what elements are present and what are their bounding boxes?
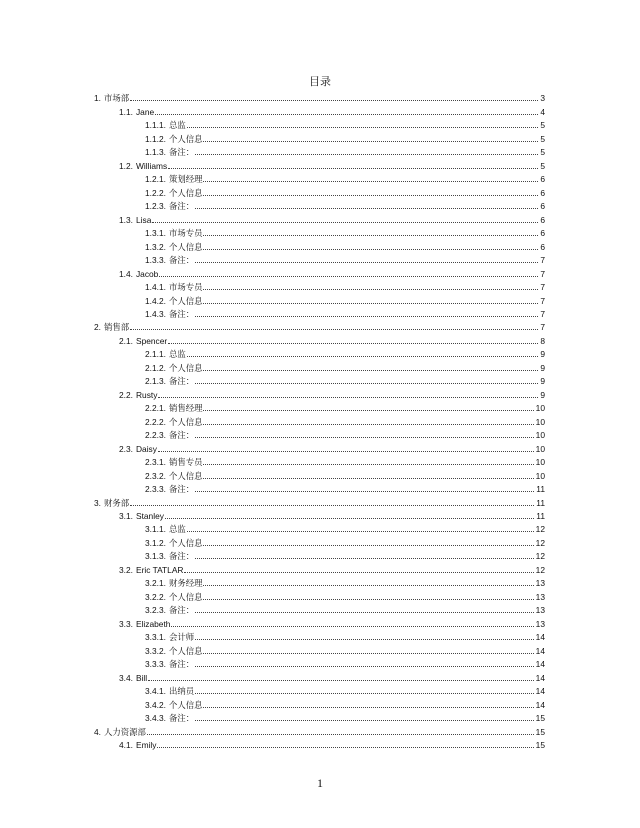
toc-entry-page: 14 [535, 686, 545, 697]
toc-title: 目录 [309, 75, 331, 88]
toc-entry[interactable] [0, 710, 640, 723]
toc-dot-leader [165, 518, 544, 519]
toc-entry-label: 出纳员 [168, 686, 195, 697]
toc-entry-number: 3.2.1. [145, 578, 166, 589]
toc-dot-leader [130, 329, 544, 330]
toc-entry[interactable] [0, 588, 640, 601]
toc-entry-label: 财务经理 [168, 578, 203, 589]
toc-entry[interactable] [0, 723, 640, 736]
toc-entry-page: 10 [535, 443, 545, 454]
toc-entry-page: 15 [535, 713, 545, 724]
toc-entry-page: 6 [540, 241, 545, 252]
toc-entry-page: 9 [540, 389, 545, 400]
toc-entry-number: 3. [94, 497, 101, 508]
toc-entry[interactable] [0, 642, 640, 655]
toc-entry-label: 会计师 [168, 632, 195, 643]
toc-entry-label: 备注： [168, 713, 195, 724]
toc-entry-label: 备注： [168, 147, 195, 158]
toc-entry-number: 3.3.3. [145, 659, 166, 670]
toc-entry-page: 5 [540, 133, 545, 144]
toc-entry-label: 备注： [168, 255, 195, 266]
toc-entry-page: 5 [540, 160, 545, 171]
toc-entry-label: 人力资源部 [104, 726, 146, 737]
toc-entry-page: 13 [535, 578, 545, 589]
toc-entry-label: 个人信息 [168, 241, 203, 252]
toc-entry-label: 个人信息 [168, 470, 203, 481]
toc-entry-page: 5 [540, 120, 545, 131]
toc-entry-page: 5 [540, 147, 545, 158]
toc-dot-leader [158, 397, 544, 398]
toc-entry-page: 14 [535, 699, 545, 710]
toc-entry[interactable] [0, 103, 640, 116]
toc-entry-number: 2. [94, 322, 101, 333]
toc-entry-number: 1.1. [119, 106, 133, 117]
toc-dot-leader [203, 141, 544, 142]
toc-entry-number: 1.3.3. [145, 255, 166, 266]
toc-entry-page: 14 [535, 672, 545, 683]
toc-entry[interactable] [0, 629, 640, 642]
toc-entry-page: 15 [535, 739, 545, 750]
toc-entry-label: Rusty [135, 389, 158, 400]
toc-entry-label: 个人信息 [168, 187, 203, 198]
toc-entry-number: 1.2.2. [145, 187, 166, 198]
toc-entry-label: 总监 [168, 349, 186, 360]
toc-entry[interactable] [0, 481, 640, 494]
toc-entry[interactable] [0, 279, 640, 292]
toc-entry-page: 12 [535, 551, 545, 562]
toc-dot-leader [195, 154, 544, 155]
toc-entry-page: 12 [535, 524, 545, 535]
toc-entry-page: 7 [540, 308, 545, 319]
toc-entry-page: 7 [540, 322, 545, 333]
toc-entry[interactable] [0, 238, 640, 251]
toc-dot-leader [195, 639, 544, 640]
toc-entry-number: 2.1. [119, 335, 133, 346]
toc-dot-leader [159, 276, 544, 277]
toc-entry[interactable] [0, 171, 640, 184]
toc-entry-number: 1.1.1. [145, 120, 166, 131]
toc-entry-page: 6 [540, 228, 545, 239]
toc-entry-page: 6 [540, 214, 545, 225]
toc-entry-number: 1.3. [119, 214, 133, 225]
toc-entry-page: 3 [540, 93, 545, 104]
toc-entry-page: 11 [536, 511, 545, 521]
toc-entry-page: 6 [540, 174, 545, 185]
toc-entry[interactable] [0, 252, 640, 265]
toc-dot-leader [130, 505, 544, 506]
toc-entry-label: Eric TATLAR [135, 564, 184, 575]
toc-dot-leader [195, 491, 544, 492]
toc-entry-number: 2.3.3. [145, 484, 166, 495]
toc-entry[interactable] [0, 306, 640, 319]
toc-entry[interactable] [0, 521, 640, 534]
toc-entry-page: 8 [540, 335, 545, 346]
toc-entry-number: 3.1.3. [145, 551, 166, 562]
toc-entry-page: 6 [540, 187, 545, 198]
toc-dot-leader [171, 626, 544, 627]
toc-entry-label: Stanley [135, 511, 164, 521]
toc-entry-page: 9 [540, 349, 545, 360]
toc-entry[interactable] [0, 184, 640, 197]
toc-dot-leader [130, 100, 544, 101]
toc-dot-leader [187, 531, 544, 532]
toc-entry-number: 1.4.2. [145, 295, 166, 306]
toc-entry-number: 3.2.2. [145, 591, 166, 602]
toc-dot-leader [195, 720, 544, 721]
toc-entry-label: 财务部 [104, 497, 130, 508]
toc-entry-number: 3.2.3. [145, 605, 166, 616]
toc-dot-leader [148, 680, 544, 681]
toc-entry-number: 2.2.1. [145, 403, 166, 414]
toc-entry[interactable] [0, 346, 640, 359]
toc-entry-label: 市场专员 [168, 228, 203, 239]
toc-dot-leader [195, 666, 544, 667]
toc-entry[interactable] [0, 615, 640, 628]
toc-entry-page: 7 [540, 295, 545, 306]
toc-entry-number: 1.4. [119, 268, 133, 279]
toc-entry-number: 3.4.1. [145, 686, 166, 697]
toc-dot-leader [203, 303, 544, 304]
toc-dot-leader [168, 168, 544, 169]
table-of-contents [0, 90, 640, 750]
toc-entry-page: 10 [535, 416, 545, 427]
toc-entry-number: 1.4.3. [145, 308, 166, 319]
toc-entry-label: Bill [135, 672, 148, 683]
toc-entry-page: 4 [540, 106, 545, 117]
toc-dot-leader [203, 181, 544, 182]
toc-dot-leader [168, 343, 544, 344]
toc-dot-leader [203, 653, 544, 654]
toc-entry-label: 个人信息 [168, 645, 203, 656]
toc-entry-label: Lisa [135, 214, 152, 225]
toc-dot-leader [203, 464, 544, 465]
toc-entry[interactable] [0, 211, 640, 224]
toc-dot-leader [195, 316, 544, 317]
toc-entry-label: 销售经理 [168, 403, 203, 414]
toc-entry[interactable] [0, 683, 640, 696]
toc-entry-page: 14 [535, 645, 545, 656]
toc-entry-number: 2.3. [119, 443, 133, 454]
toc-dot-leader [195, 558, 544, 559]
toc-entry[interactable] [0, 548, 640, 561]
toc-entry-page: 7 [540, 268, 545, 279]
toc-entry-number: 3.3.1. [145, 632, 166, 643]
toc-entry-number: 2.3.2. [145, 470, 166, 481]
toc-entry-label: 总监 [168, 524, 186, 535]
toc-entry-label: 销售专员 [168, 457, 203, 468]
toc-entry-label: Jacob [135, 268, 159, 279]
toc-dot-leader [187, 356, 544, 357]
toc-entry-label: 备注： [168, 484, 195, 495]
toc-entry-label: Spencer [135, 335, 168, 346]
toc-entry-number: 1.2. [119, 160, 133, 171]
toc-entry-label: 市场部 [104, 93, 130, 104]
toc-dot-leader [203, 289, 544, 290]
toc-dot-leader [203, 235, 544, 236]
toc-entry[interactable] [0, 130, 640, 143]
toc-entry-page: 15 [535, 726, 545, 737]
toc-entry-number: 2.2. [119, 389, 133, 400]
toc-entry-page: 13 [535, 618, 545, 629]
toc-entry-page: 12 [535, 564, 545, 575]
toc-entry-number: 2.1.3. [145, 376, 166, 387]
toc-entry-page: 9 [540, 362, 545, 373]
toc-entry[interactable] [0, 494, 640, 507]
toc-entry-page: 7 [540, 282, 545, 293]
toc-entry-label: 个人信息 [168, 133, 203, 144]
toc-entry-page: 10 [535, 457, 545, 468]
toc-dot-leader [195, 262, 544, 263]
toc-entry[interactable] [0, 602, 640, 615]
toc-entry[interactable] [0, 400, 640, 413]
toc-dot-leader [195, 383, 544, 384]
toc-entry[interactable] [0, 198, 640, 211]
toc-entry-page: 9 [540, 376, 545, 387]
toc-entry-page: 13 [535, 591, 545, 602]
toc-entry-number: 1.2.3. [145, 201, 166, 212]
toc-entry[interactable] [0, 386, 640, 399]
toc-entry-number: 3.3. [119, 618, 133, 629]
toc-dot-leader [155, 114, 544, 115]
toc-entry-label: 备注： [168, 659, 195, 670]
toc-entry-label: 总监 [168, 120, 186, 131]
toc-entry[interactable] [0, 575, 640, 588]
toc-entry-label: 个人信息 [168, 537, 203, 548]
page-number: 1 [317, 776, 323, 790]
toc-entry[interactable] [0, 359, 640, 372]
toc-entry-number: 3.1.1. [145, 524, 166, 535]
toc-entry-number: 1.3.2. [145, 241, 166, 252]
toc-entry[interactable] [0, 157, 640, 170]
toc-entry-label: 备注： [168, 605, 195, 616]
toc-entry[interactable] [0, 534, 640, 547]
toc-entry[interactable] [0, 144, 640, 157]
toc-entry[interactable] [0, 440, 640, 453]
toc-dot-leader [195, 208, 544, 209]
toc-entry-page: 12 [535, 537, 545, 548]
toc-entry-number: 3.1.2. [145, 537, 166, 548]
toc-entry-label: 备注： [168, 551, 195, 562]
toc-entry[interactable] [0, 508, 640, 521]
toc-entry-label: Elizabeth [135, 618, 171, 629]
toc-entry-number: 2.2.2. [145, 416, 166, 427]
toc-dot-leader [203, 599, 544, 600]
toc-entry-label: 个人信息 [168, 591, 203, 602]
toc-dot-leader [152, 222, 544, 223]
toc-entry[interactable] [0, 467, 640, 480]
toc-dot-leader [203, 707, 544, 708]
toc-dot-leader [195, 693, 544, 694]
toc-dot-leader [184, 572, 544, 573]
toc-dot-leader [203, 370, 544, 371]
toc-entry-label: Williams [135, 160, 168, 171]
toc-entry-label: 市场专员 [168, 282, 203, 293]
toc-entry-page: 11 [536, 497, 545, 508]
toc-entry[interactable] [0, 292, 640, 305]
toc-entry[interactable] [0, 332, 640, 345]
toc-entry-page: 10 [535, 470, 545, 481]
toc-dot-leader [203, 545, 544, 546]
toc-entry-label: Daisy [135, 443, 157, 454]
toc-entry-number: 3.4.2. [145, 699, 166, 710]
toc-entry-label: 销售部 [104, 322, 130, 333]
toc-entry-number: 1.1.2. [145, 133, 166, 144]
toc-dot-leader [187, 127, 544, 128]
toc-entry[interactable] [0, 373, 640, 386]
toc-entry[interactable] [0, 265, 640, 278]
toc-entry-number: 3.3.2. [145, 645, 166, 656]
toc-entry[interactable] [0, 561, 640, 574]
toc-entry-number: 1.1.3. [145, 147, 166, 158]
toc-entry-number: 3.4. [119, 672, 133, 683]
toc-entry-number: 4. [94, 726, 101, 737]
toc-dot-leader [195, 612, 544, 613]
toc-dot-leader [195, 437, 544, 438]
toc-entry[interactable] [0, 225, 640, 238]
toc-entry-page: 10 [535, 430, 545, 441]
toc-entry-number: 1.3.1. [145, 228, 166, 239]
toc-entry-label: 策划经理 [168, 174, 203, 185]
toc-entry[interactable] [0, 669, 640, 682]
toc-dot-leader [203, 585, 544, 586]
toc-entry-page: 10 [535, 403, 545, 414]
toc-entry-number: 2.1.2. [145, 362, 166, 373]
toc-entry-number: 3.1. [119, 511, 133, 521]
toc-entry-page: 6 [540, 201, 545, 212]
toc-dot-leader [203, 424, 544, 425]
toc-dot-leader [158, 451, 544, 452]
toc-entry-label: 个人信息 [168, 699, 203, 710]
toc-entry-number: 2.1.1. [145, 349, 166, 360]
toc-entry-label: Jane [135, 106, 155, 117]
toc-dot-leader [203, 195, 544, 196]
toc-entry-page: 13 [535, 605, 545, 616]
toc-dot-leader [147, 734, 544, 735]
toc-entry-label: 备注： [168, 430, 195, 441]
toc-dot-leader [157, 747, 544, 748]
toc-entry[interactable] [0, 737, 640, 750]
toc-entry-number: 3.4.3. [145, 713, 166, 724]
toc-entry[interactable] [0, 117, 640, 130]
toc-entry-label: 备注： [168, 308, 195, 319]
toc-entry-number: 1.4.1. [145, 282, 166, 293]
toc-entry-label: Emily [135, 739, 157, 750]
toc-entry-number: 4.1. [119, 739, 133, 750]
toc-dot-leader [203, 410, 544, 411]
toc-entry-number: 3.2. [119, 564, 133, 575]
toc-entry[interactable] [0, 696, 640, 709]
toc-entry-number: 2.3.1. [145, 457, 166, 468]
toc-entry-label: 个人信息 [168, 416, 203, 427]
toc-entry[interactable] [0, 427, 640, 440]
toc-entry-number: 2.2.3. [145, 430, 166, 441]
toc-entry-number: 1.2.1. [145, 174, 166, 185]
toc-entry[interactable] [0, 413, 640, 426]
toc-entry[interactable] [0, 454, 640, 467]
toc-entry-label: 备注： [168, 376, 195, 387]
toc-entry-number: 1. [94, 93, 101, 104]
toc-entry-label: 备注： [168, 201, 195, 212]
toc-dot-leader [203, 478, 544, 479]
toc-entry-page: 14 [535, 632, 545, 643]
toc-entry[interactable] [0, 656, 640, 669]
toc-entry-label: 个人信息 [168, 362, 203, 373]
toc-entry[interactable] [0, 319, 640, 332]
toc-entry-page: 14 [535, 659, 545, 670]
toc-entry-page: 7 [540, 255, 545, 266]
toc-entry[interactable] [0, 90, 640, 103]
toc-entry-label: 个人信息 [168, 295, 203, 306]
toc-entry-page: 11 [536, 484, 545, 495]
toc-dot-leader [203, 249, 544, 250]
